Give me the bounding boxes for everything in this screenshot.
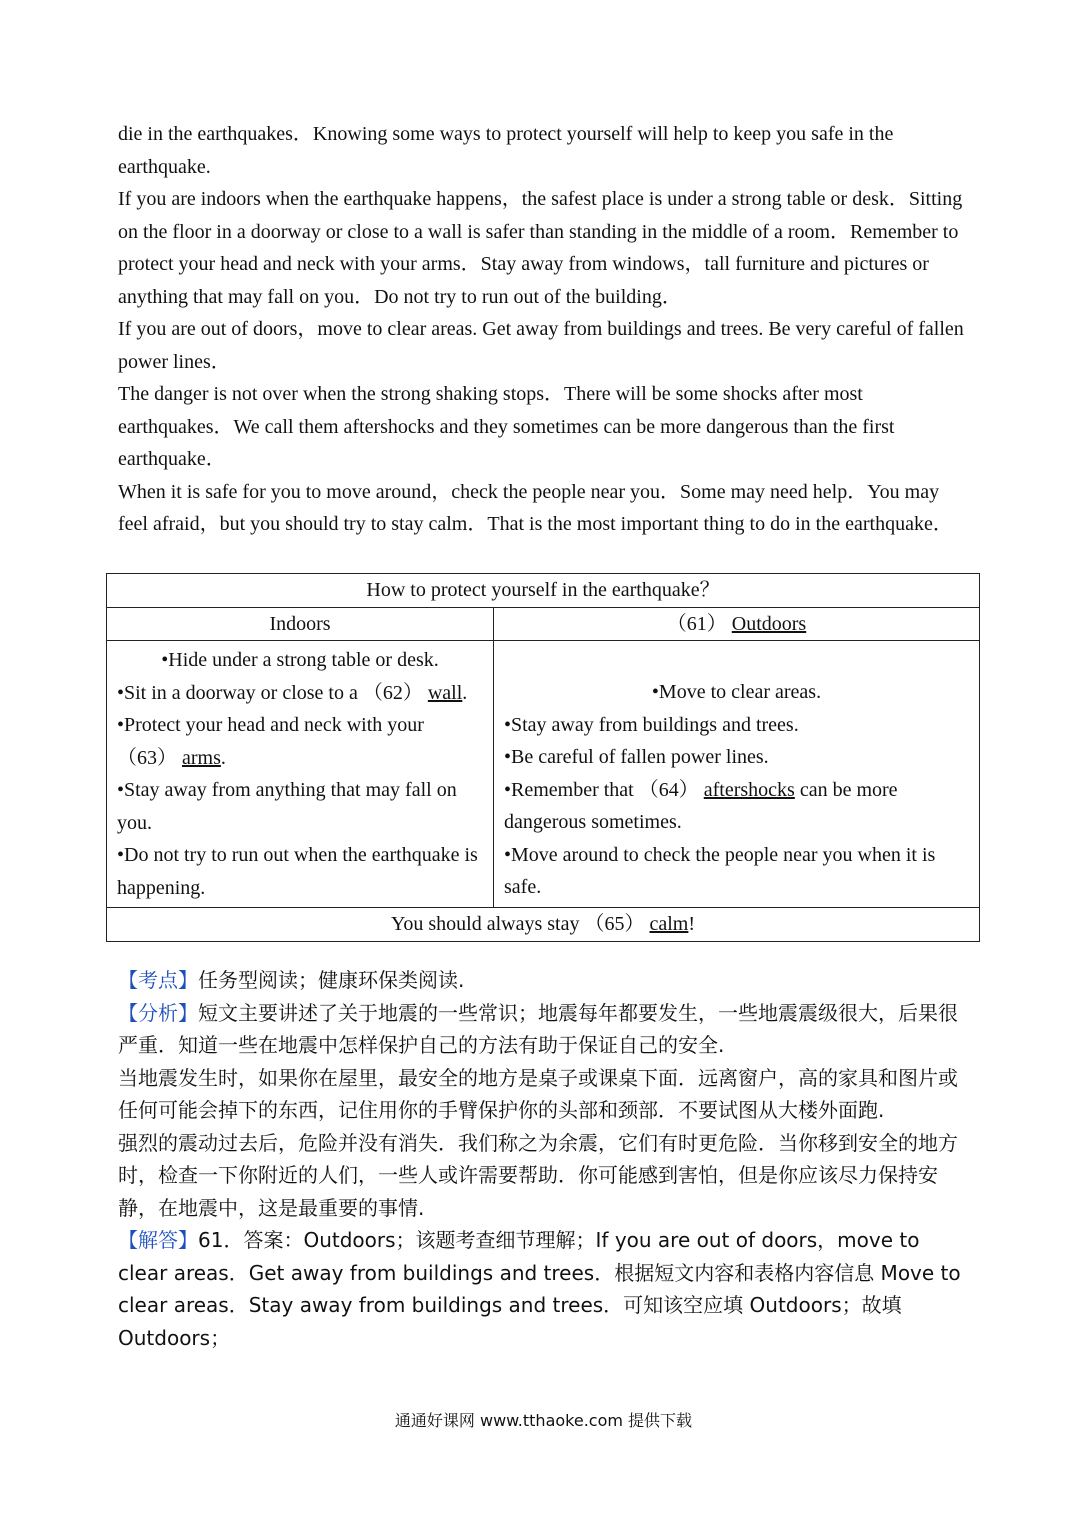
list-item: •Sit in a doorway or close to a （62） wall. (117, 681, 468, 704)
item-text: •Protect your head and neck with your （63） (117, 714, 424, 769)
summary-table (106, 573, 980, 942)
passage-paragraph: The danger is not over when the strong shaking stops．There will be some shocks after most earthquakes．We call them aftershocks and they sometimes can be more dangerous than the first earthquake． (118, 383, 895, 470)
fenxi (118, 997, 974, 1062)
kaodian-tag: 【考点】 (118, 968, 198, 992)
item-text: can be more dangerous sometimes. (504, 778, 898, 833)
analysis-paragraph: 强烈的震动过去后，危险并没有消失．我们称之为余震，它们有时更危险．当你移到安全的地方时，检查一下你附近的人们，一些人或许需要帮助．你可能感到害怕，但是你应该尽力保持安静，在地震中，这是最重要的事情. (118, 1130, 958, 1220)
list-item: •Stay away from buildings and trees. (504, 713, 799, 736)
answer-64: aftershocks (703, 778, 795, 801)
jieda (118, 1224, 974, 1354)
list-item: •Stay away from anything that may fall on you. (117, 779, 457, 834)
indoors-header: Indoors (107, 607, 494, 641)
jieda-text: 61．答案：Outdoors；该题考查细节理解；If you are out of doors，move to clear areas．Get away from buildings and trees．根据短文内容和表格内容信息 Move to clear areas．Stay away from buildings and trees．可知该空应填 Outdoors；故填 Outdoors； (118, 1228, 961, 1350)
passage-paragraph: If you are out of doors，move to clear areas. Get away from buildings and trees. Be very careful of fallen power lines． (118, 318, 964, 373)
list-item: •Move around to check the people near you when it is safe. (504, 843, 936, 898)
item-text: •Sit in a doorway or close to a （62） (117, 681, 423, 704)
list-item: •Move to clear areas. (651, 681, 822, 703)
list-item: •Do not try to run out when the earthquake is happening. (117, 844, 478, 899)
blank-number: （61） (666, 612, 727, 635)
fenxi-text: 短文主要讲述了关于地震的一些常识；地震每年都要发生，一些地震震级很大，后果很严重．知道一些在地震中怎样保护自己的方法有助于保证自己的安全. (118, 1000, 958, 1057)
list-item: •Hide under a strong table or desk. (161, 649, 439, 671)
kaodian (118, 964, 974, 997)
passage-paragraph: If you are indoors when the earthquake happens，the safest place is under a strong table or desk．Sitting on the floor in a doorway or close to a wall is safer than standing in the middle of a room．Remember to protect your head and neck with your arms．Stay away from windows，tall furniture and pictures or anything that may fall on you．Do not try to run out of the building． (118, 188, 963, 308)
outdoors-cell (494, 641, 980, 908)
outdoors-header (494, 607, 980, 641)
table-footer (107, 908, 980, 942)
list-item: •Protect your head and neck with your （63） arms. (117, 714, 424, 769)
fenxi-tag: 【分析】 (118, 1000, 198, 1025)
footer-text: You should always stay （65） (390, 913, 645, 935)
table-title: How to protect yourself in the earthquake？ (107, 574, 980, 608)
jieda-tag: 【解答】 (118, 1228, 198, 1252)
list-item (504, 774, 969, 839)
passage (118, 118, 970, 541)
answer-65: calm (649, 913, 689, 935)
footer-punct: ! (688, 913, 696, 935)
indoors-cell (107, 641, 494, 908)
item-text: •Remember that （64） (504, 778, 699, 801)
analysis-section (118, 964, 974, 1354)
list-item: •Be careful of fallen power lines. (504, 746, 769, 768)
answer-63: arms (182, 746, 221, 769)
answer-62: wall (427, 681, 463, 704)
page-footer: 通通好课网 www.tthaoke.com 提供下载 (394, 1411, 693, 1430)
answer-61: Outdoors (731, 612, 807, 635)
passage-paragraph: When it is safe for you to move around，check the people near you．Some may need help．You may feel afraid，but you should try to stay calm．That is the most important thing to do in the earthquake． (118, 480, 953, 535)
passage-paragraph: die in the earthquakes．Knowing some ways to protect yourself will help to keep you safe in the earthquake. (118, 123, 894, 178)
kaodian-text: 任务型阅读；健康环保类阅读. (198, 968, 465, 992)
analysis-paragraph: 当地震发生时，如果你在屋里，最安全的地方是桌子或课桌下面．远离窗户，高的家具和图片或任何可能会掉下的东西，记住用你的手臂保护你的头部和颈部．不要试图从大楼外面跑. (118, 1065, 958, 1122)
